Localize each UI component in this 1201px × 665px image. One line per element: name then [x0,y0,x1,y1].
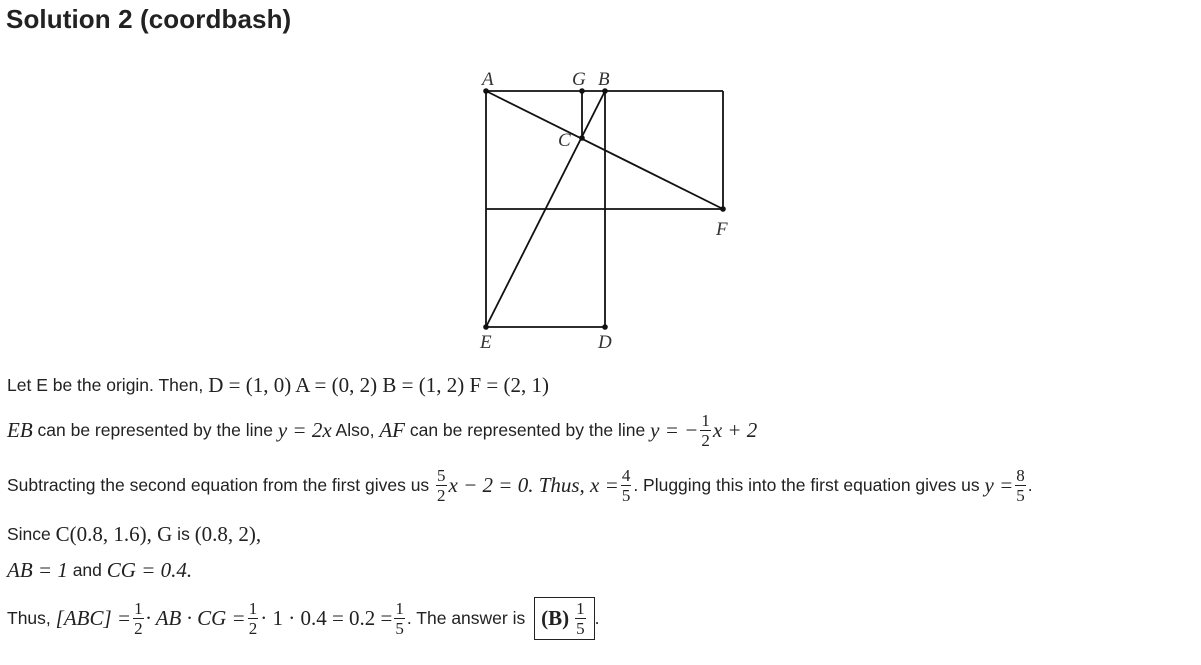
solution-heading: Solution 2 (coordbash) [6,4,292,34]
text-line-since [7,522,261,547]
thus-text: Thus, [7,608,56,628]
af-math: AF [379,418,405,442]
numeric-product: · 1 · 0.4 = 0.2 = [260,606,393,630]
ab-length: AB = 1 [7,558,68,582]
label-d: D [598,332,612,353]
answer-text: . The answer is [406,608,531,628]
text-line-equations [7,412,757,449]
g-coordinates: (0.8, 2), [194,522,262,546]
fraction-half-1: $\frac{1}{2}$ [134,599,143,638]
af-equation-end: x + 2 [712,418,758,442]
fraction-five-halves: $\frac{5}{2}$ [437,466,446,505]
also-text: Also, [331,420,380,440]
point-e [483,324,489,330]
eb-text: can be represented by the line [32,420,278,440]
af-text: can be represented by the line [404,420,651,440]
ab-cg-product: · AB · CG = [145,606,246,630]
fraction-eight-fifths: $\frac{8}{5}$ [1016,466,1025,505]
eb-math: EB [7,418,33,442]
origin-text: Let E be the origin. Then, [7,375,204,395]
geometry-figure [470,62,750,357]
area-abc: [ABC] = [55,606,132,630]
final-period: . [594,608,600,628]
point-d [602,324,608,330]
label-c: C [558,130,571,151]
label-b: B [598,69,610,90]
text-line-subtracting [7,467,1033,504]
is-text: is [172,524,195,544]
point-c [579,135,585,141]
af-equation-start: y = − [650,418,699,442]
fraction-four-fifths: $\frac{4}{5}$ [621,466,631,505]
fraction-half-2: $\frac{1}{2}$ [248,599,258,638]
subtracting-text: Subtracting the second equation from the first gives us [7,475,435,495]
text-line-lengths [7,558,192,583]
plugging-text: . Plugging this into the first equation gives us [633,475,985,495]
fraction-one-fifth: $\frac{1}{5}$ [395,599,404,638]
point-f [720,206,726,212]
answer-box [534,597,595,640]
y-equation: y = [984,473,1014,497]
since-text: Since [7,524,56,544]
label-e: E [480,332,492,353]
text-line-origin [7,373,549,398]
label-a: A [482,69,494,90]
answer-choice: (B) [541,606,570,630]
fraction-one-half: $\frac{1}{2}$ [701,411,710,450]
text-line-answer [7,597,599,640]
coordinates-math: D = (1, 0) A = (0, 2) B = (1, 2) F = (2, 1) [208,373,549,397]
cg-length: CG = 0.4. [106,558,193,582]
eb-equation: y = 2x [277,418,332,442]
x-equation: x − 2 = 0. Thus, x = [448,473,619,497]
c-coordinates: C(0.8, 1.6), G [55,522,173,546]
answer-fraction: $\frac{1}{5}$ [576,599,585,638]
period: . [1027,475,1033,495]
label-g: G [572,69,586,90]
label-f: F [716,219,728,240]
and-text: and [67,560,107,580]
